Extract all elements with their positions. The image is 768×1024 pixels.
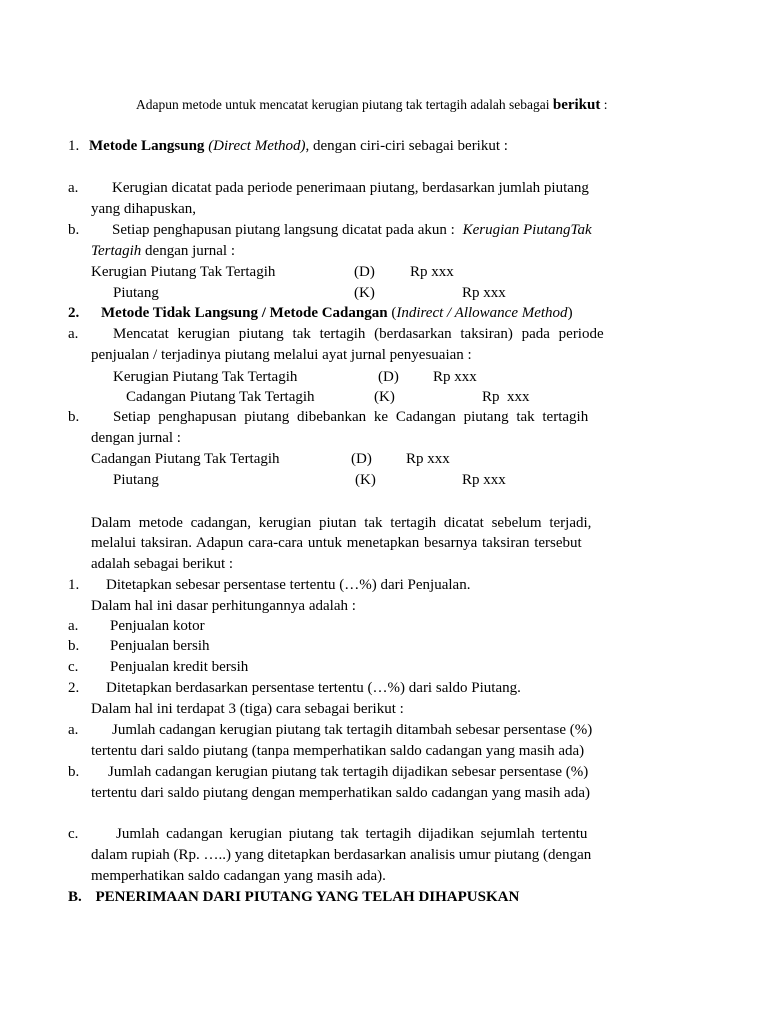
way1-item-c-marker: c.: [68, 659, 79, 675]
direct-b-text2: dengan jurnal :: [141, 243, 236, 259]
direct-rest: , dengan ciri-ciri sebagai berikut :: [305, 138, 508, 154]
way2-sub: Dalam hal ini terdapat 3 (tiga) cara sebagai berikut :: [91, 701, 404, 717]
allowance-a-journal-1-account: Kerugian Piutang Tak Tertagih: [113, 369, 298, 385]
direct-b-line2: [91, 241, 235, 261]
direct-journal-2-account: Piutang: [113, 285, 159, 301]
direct-journal-1-amount: Rp xxx: [410, 264, 454, 280]
direct-a-line2: yang dihapuskan,: [91, 201, 196, 217]
allowance-b-journal-2-side: (K): [355, 472, 376, 488]
way1-item-a-marker: a.: [68, 618, 79, 634]
way2-a-line1: Jumlah cadangan kerugian piutang tak tertagih ditambah sebesar persentase (%): [112, 722, 593, 738]
way1-text: Ditetapkan sebesar persentase tertentu (…%) dari Penjualan.: [106, 577, 471, 593]
intro-text: Adapun metode untuk mencatat kerugian piutang tak tertagih adalah sebagai: [136, 97, 553, 112]
direct-journal-2-side: (K): [354, 285, 375, 301]
allowance-a-journal-1-side: (D): [378, 369, 399, 385]
way2-b-marker: b.: [68, 764, 80, 780]
allowance-b-journal-2-account: Piutang: [113, 472, 159, 488]
direct-b-italic: Kerugian PiutangTak: [462, 222, 592, 238]
intro-line: [136, 95, 608, 115]
way2-a-line2: tertentu dari saldo piutang (tanpa memperhatikan saldo cadangan yang masih ada): [91, 743, 585, 759]
direct-b-text: Setiap penghapusan piutang langsung dicatat pada akun :: [112, 222, 455, 238]
way1-item-c-text: Penjualan kredit bersih: [110, 659, 249, 675]
way2-c-marker: c.: [68, 826, 79, 842]
way1-sub: Dalam hal ini dasar perhitungannya adalah :: [91, 598, 356, 614]
direct-b-line1: [112, 220, 592, 240]
way2-b-line1: Jumlah cadangan kerugian piutang tak tertagih dijadikan sebesar persentase (%): [108, 764, 589, 780]
paragraph-line3: adalah sebagai berikut :: [91, 556, 234, 572]
section-b-heading: [68, 887, 519, 907]
way2-b-line2: tertentu dari saldo piutang dengan memperhatikan saldo cadangan yang masih ada): [91, 785, 590, 801]
way1-number: 1.: [68, 577, 80, 593]
direct-method: (Direct Method): [208, 138, 306, 154]
direct-journal-1-account: Kerugian Piutang Tak Tertagih: [91, 264, 276, 280]
way1-item-b-text: Penjualan bersih: [110, 638, 210, 654]
way2-a-marker: a.: [68, 722, 79, 738]
way2-c-line2: dalam rupiah (Rp. …..) yang ditetapkan berdasarkan analisis umur piutang (dengan: [91, 847, 592, 863]
direct-journal-1-side: (D): [354, 264, 375, 280]
way2-text: Ditetapkan berdasarkan persentase tertentu (…%) dari saldo Piutang.: [106, 680, 521, 696]
direct-b-marker: b.: [68, 222, 80, 238]
direct-a-line1: Kerugian dicatat pada periode penerimaan piutang, berdasarkan jumlah piutang: [112, 180, 589, 196]
allowance-b-line1: [113, 407, 588, 427]
direct-a-marker: a.: [68, 180, 79, 196]
paragraph-line1: Dalam metode cadangan, kerugian piutan tak tertagih dicatat sebelum terjadi,: [91, 515, 592, 531]
allowance-a-line1-text: Mencatat kerugian piutang tak tertagih (berdasarkan taksiran) pada periode: [113, 326, 604, 342]
allowance-b-journal-2-amount: Rp xxx: [462, 472, 506, 488]
allowance-a-line1: [113, 324, 677, 344]
allowance-close: ): [567, 305, 573, 321]
way1-item-a-text: Penjualan kotor: [110, 618, 205, 634]
allowance-b-journal-1-side: (D): [351, 451, 372, 467]
section-b-title: PENERIMAAN DARI PIUTANG YANG TELAH DIHAPUSKAN: [95, 889, 520, 905]
way2-c-line1: Jumlah cadangan kerugian piutang tak tertagih dijadikan sejumlah tertentu: [116, 826, 588, 842]
allowance-a-marker: a.: [68, 326, 79, 342]
allowance-open: (: [391, 305, 397, 321]
allowance-b-line2: dengan jurnal :: [91, 430, 181, 446]
direct-journal-2-amount: Rp xxx: [462, 285, 506, 301]
allowance-b-line1-text: Setiap penghapusan piutang dibebankan ke Cadangan piutang tak tertagih: [113, 409, 589, 425]
section-b-marker: B.: [68, 889, 82, 905]
intro-tail: :: [600, 97, 608, 112]
allowance-b-marker: b.: [68, 409, 80, 425]
direct-heading: [68, 136, 508, 156]
allowance-a-line2: penjualan / terjadinya piutang melalui ayat jurnal penyesuaian :: [91, 347, 472, 363]
allowance-method: Indirect / Allowance Method: [396, 305, 568, 321]
allowance-b-journal-1-account: Cadangan Piutang Tak Tertagih: [91, 451, 280, 467]
way1-item-b-marker: b.: [68, 638, 80, 654]
way2-number: 2.: [68, 680, 80, 696]
allowance-a-journal-1-amount: Rp xxx: [433, 369, 477, 385]
intro-bold: berikut: [552, 97, 601, 113]
direct-b-italic2: Tertagih: [91, 243, 142, 259]
allowance-a-journal-2-side: (K): [374, 389, 395, 405]
allowance-b-journal-1-amount: Rp xxx: [406, 451, 450, 467]
paragraph-line2: melalui taksiran. Adapun cara-cara untuk menetapkan besarnya taksiran tersebut: [91, 535, 582, 551]
allowance-heading: [68, 303, 573, 323]
allowance-title: Metode Tidak Langsung / Metode Cadangan: [101, 305, 388, 321]
way2-c-line3: memperhatikan saldo cadangan yang masih ada).: [91, 868, 386, 884]
allowance-number: 2.: [68, 305, 80, 321]
direct-title: Metode Langsung: [89, 138, 205, 154]
allowance-a-journal-2-account: Cadangan Piutang Tak Tertagih: [126, 389, 315, 405]
direct-number: 1.: [68, 138, 80, 154]
allowance-a-journal-2-amount: Rp xxx: [482, 389, 530, 405]
